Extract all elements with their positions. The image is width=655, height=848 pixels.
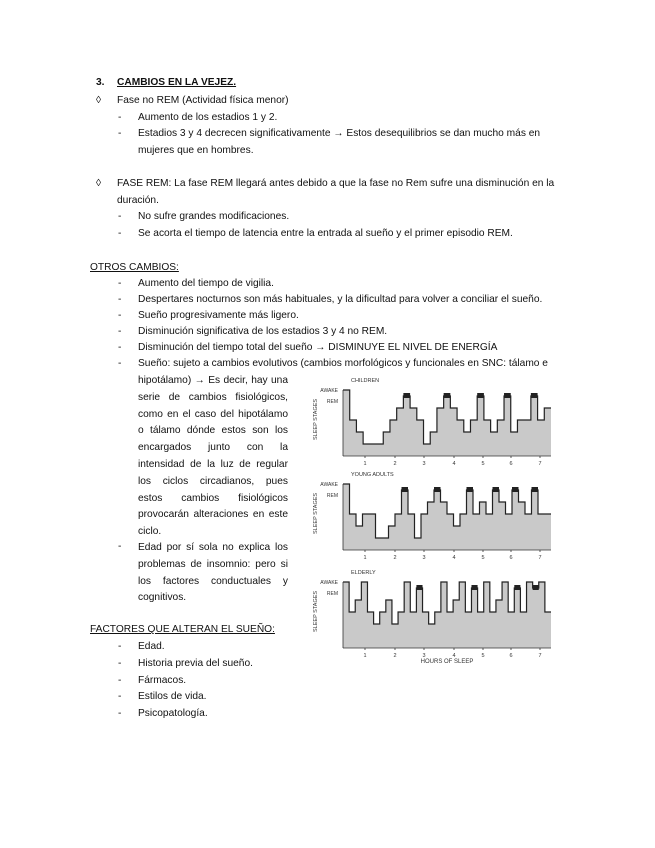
rem-bar	[402, 487, 409, 492]
otros-item: Aumento del tiempo de vigilia.	[138, 278, 274, 289]
x-tick-label: 6	[509, 653, 513, 659]
otros-item	[138, 342, 497, 353]
x-tick-label: 3	[422, 461, 426, 467]
otros-item-part: Es decir, hay una serie de cambios fisiológicos, como en el caso del hipotálamo o tálamo dónde estos son los encargados junto con la intensidad de la luz de regular los ciclos circadianos, pues estos cambios fisiológicos provocarán alteraciones en este ciclo.	[138, 375, 288, 538]
x-tick-label: 5	[481, 653, 485, 659]
panel-label: YOUNG ADULTS	[351, 472, 394, 478]
rem-bar	[512, 487, 519, 492]
rem-bar	[532, 487, 539, 492]
factores-item: Historia previa del sueño.	[138, 658, 253, 669]
nrem-item	[138, 128, 566, 139]
otros-item-cont	[138, 373, 288, 541]
dash-bullet: -	[118, 358, 122, 369]
rem-label: REM	[326, 493, 338, 499]
diamond-bullet-icon: ◊	[96, 178, 102, 189]
rem-line: duración.	[117, 195, 159, 206]
x-tick-label: 7	[538, 555, 542, 561]
x-tick-label: 3	[422, 555, 426, 561]
rem-bar	[471, 585, 477, 590]
rem-bar	[533, 585, 539, 590]
factores-title: FACTORES QUE ALTERAN EL SUEÑO:	[90, 624, 275, 635]
nrem-item-cont: mujeres que en hombres.	[138, 145, 254, 156]
factores-item: Psicopatología.	[138, 708, 208, 719]
nrem-heading: Fase no REM (Actividad física menor)	[117, 95, 289, 106]
rem-label: REM	[326, 399, 338, 405]
rem-bar	[403, 393, 410, 398]
sleep-hypnogram	[307, 376, 553, 668]
rem-label: REM	[326, 591, 338, 597]
y-axis-label: SLEEP STAGES	[313, 590, 319, 632]
rem-bar	[514, 585, 520, 590]
otros-item-part: Disminución del tiempo total del sueño	[138, 342, 313, 353]
dash-bullet: -	[118, 641, 122, 652]
x-axis-label: HOURS OF SLEEP	[420, 659, 474, 665]
otros-item: Disminución significativa de los estadios 3 y 4 no REM.	[138, 326, 388, 337]
rem-bar	[477, 393, 484, 398]
section-number: 3.	[96, 77, 105, 88]
x-tick-label: 4	[452, 555, 456, 561]
awake-label: AWAKE	[320, 388, 338, 394]
arrow-right-icon: →	[194, 375, 205, 386]
diamond-bullet-icon: ◊	[96, 95, 102, 106]
rem-bar	[467, 487, 474, 492]
otros-item: Sueño progresivamente más ligero.	[138, 310, 299, 321]
x-tick-label: 3	[422, 653, 426, 659]
dash-bullet: -	[118, 294, 122, 305]
arrow-right-icon: →	[333, 128, 344, 139]
dash-bullet: -	[118, 128, 122, 139]
x-tick-label: 2	[393, 555, 397, 561]
dash-bullet: -	[118, 326, 122, 337]
x-tick-label: 7	[538, 461, 542, 467]
dash-bullet: -	[118, 228, 122, 239]
awake-label: AWAKE	[320, 580, 338, 586]
x-tick-label: 5	[481, 461, 485, 467]
section-title: CAMBIOS EN LA VEJEZ.	[117, 77, 237, 88]
dash-bullet: -	[118, 342, 122, 353]
dash-bullet: -	[118, 691, 122, 702]
nrem-item: Aumento de los estadios 1 y 2.	[138, 112, 278, 123]
dash-bullet: -	[118, 278, 122, 289]
arrow-right-icon: →	[315, 342, 326, 353]
nrem-item-part: Estos desequilibrios se dan mucho más en	[346, 128, 541, 139]
rem-bar	[444, 393, 451, 398]
rem-bar	[416, 585, 422, 590]
dash-bullet: -	[118, 708, 122, 719]
dash-bullet: -	[118, 658, 122, 669]
panel-label: ELDERLY	[351, 570, 376, 576]
rem-line: FASE REM: La fase REM llegará antes debido a que la fase no Rem sufre una disminución en la	[117, 178, 555, 189]
dash-bullet: -	[118, 675, 122, 686]
factores-item: Fármacos.	[138, 675, 187, 686]
x-tick-label: 1	[363, 461, 367, 467]
rem-bar	[493, 487, 500, 492]
otros-item: Despertares nocturnos son más habituales, y la dificultad para volver a conciliar el sueño.	[138, 294, 543, 305]
x-tick-label: 6	[509, 555, 513, 561]
dash-bullet: -	[118, 112, 122, 123]
x-tick-label: 5	[481, 555, 485, 561]
otros-item-part: DISMINUYE EL NIVEL DE ENERGÍA	[328, 342, 498, 353]
dash-bullet: -	[118, 211, 122, 222]
otros-item: Sueño: sujeto a cambios evolutivos (cambios morfológicos y funcionales en SNC: tálamo e	[138, 358, 548, 369]
factores-item: Edad.	[138, 641, 165, 652]
dash-bullet: -	[118, 541, 122, 552]
dash-bullet: -	[118, 310, 122, 321]
awake-label: AWAKE	[320, 482, 338, 488]
otros-item-part: hipotálamo)	[138, 375, 192, 386]
x-tick-label: 1	[363, 555, 367, 561]
x-tick-label: 1	[363, 653, 367, 659]
x-tick-label: 2	[393, 653, 397, 659]
otros-title: OTROS CAMBIOS:	[90, 262, 179, 273]
x-tick-label: 7	[538, 653, 542, 659]
panel-label: CHILDREN	[351, 378, 380, 384]
x-tick-label: 2	[393, 461, 397, 467]
y-axis-label: SLEEP STAGES	[313, 398, 319, 440]
nrem-item-part: Estadios 3 y 4 decrecen significativamente	[138, 128, 331, 139]
x-tick-label: 4	[452, 461, 456, 467]
rem-bar	[504, 393, 511, 398]
rem-bar	[434, 487, 441, 492]
otros-item: Edad por sí sola no explica los problemas de insomnio: pero si los factores conductuales y cognitivos.	[138, 542, 288, 604]
x-tick-label: 4	[452, 653, 456, 659]
factores-item: Estilos de vida.	[138, 691, 207, 702]
sleep-stages-figure	[307, 376, 553, 668]
x-tick-label: 6	[509, 461, 513, 467]
rem-item: No sufre grandes modificaciones.	[138, 211, 290, 222]
rem-item: Se acorta el tiempo de latencia entre la entrada al sueño y el primer episodio REM.	[138, 228, 513, 239]
y-axis-label: SLEEP STAGES	[313, 492, 319, 534]
rem-bar	[531, 393, 538, 398]
